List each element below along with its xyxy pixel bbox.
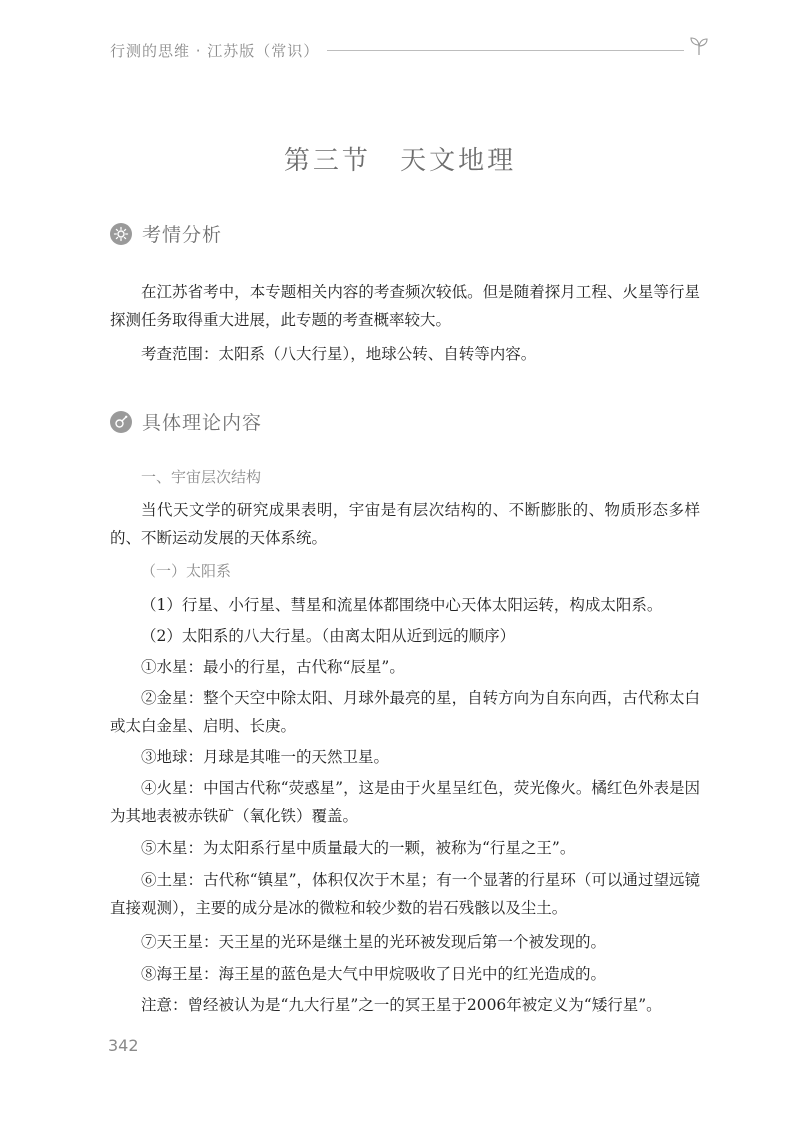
solar-item-1: （1）行星、小行星、彗星和流星体都围绕中心天体太阳运转，构成太阳系。 xyxy=(141,596,663,614)
analysis-heading xyxy=(110,220,222,247)
planet-earth: ③地球：月球是其唯一的天然卫星。 xyxy=(141,748,390,766)
planet-mars: ④火星：中国古代称“荧惑星”，这是由于火星呈红色，荧光像火。橘红色外表是因为其地表被赤铁矿（氧化铁）覆盖。 xyxy=(110,779,700,825)
header-title: 行测的思维 · 江苏版（常识） xyxy=(110,42,320,60)
theory-heading xyxy=(110,408,262,435)
planet-neptune: ⑧海王星：海王星的蓝色是大气中甲烷吸收了日光中的红光造成的。 xyxy=(141,965,607,983)
universe-structure-heading: 一、宇宙层次结构 xyxy=(141,468,262,486)
satellite-icon xyxy=(110,411,132,433)
analysis-paragraph-1: 在江苏省考中，本专题相关内容的考查频次较低。但是随着探月工程、火星等行星探测任务取得重大进展，此专题的考查概率较大。 xyxy=(110,283,700,329)
planet-uranus: ⑦天王星：天王星的光环是继土星的光环被发现后第一个被发现的。 xyxy=(141,933,607,951)
page-number: 342 xyxy=(108,1036,139,1055)
analysis-heading-label: 考情分析 xyxy=(142,224,223,246)
universe-intro-paragraph: 当代天文学的研究成果表明，宇宙是有层次结构的、不断膨胀的、物质形态多样的、不断运动发展的天体系统。 xyxy=(110,501,700,547)
solar-system-heading: （一）太阳系 xyxy=(141,562,232,580)
planet-venus: ②金星：整个天空中除太阳、月球外最亮的星，自转方向为自东向西，古代称太白或太白金星、启明、长庚。 xyxy=(110,689,700,735)
running-header xyxy=(110,40,710,61)
pluto-note: 注意：曾经被认为是“九大行星”之一的冥王星于2006年被定义为“矮行星”。 xyxy=(141,996,662,1014)
sprout-icon xyxy=(688,34,710,56)
analysis-paragraph-2: 考查范围：太阳系（八大行星），地球公转、自转等内容。 xyxy=(141,345,537,363)
planet-mercury: ①水星：最小的行星，古代称“辰星”。 xyxy=(141,658,405,676)
solar-item-2: （2）太阳系的八大行星。（由离太阳从近到远的顺序） xyxy=(141,627,516,645)
section-title: 第三节 天文地理 xyxy=(283,146,517,176)
planet-saturn: ⑥土星：古代称“镇星”，体积仅次于木星；有一个显著的行星环（可以通过望远镜直接观测），主要的成分是冰的微粒和较少数的岩石残骸以及尘土。 xyxy=(110,871,700,917)
theory-heading-label: 具体理论内容 xyxy=(142,412,263,434)
planet-jupiter: ⑤木星：为太阳系行星中质量最大的一颗，被称为“行星之王”。 xyxy=(141,839,576,857)
header-rule xyxy=(327,50,684,51)
sun-icon xyxy=(110,223,132,245)
